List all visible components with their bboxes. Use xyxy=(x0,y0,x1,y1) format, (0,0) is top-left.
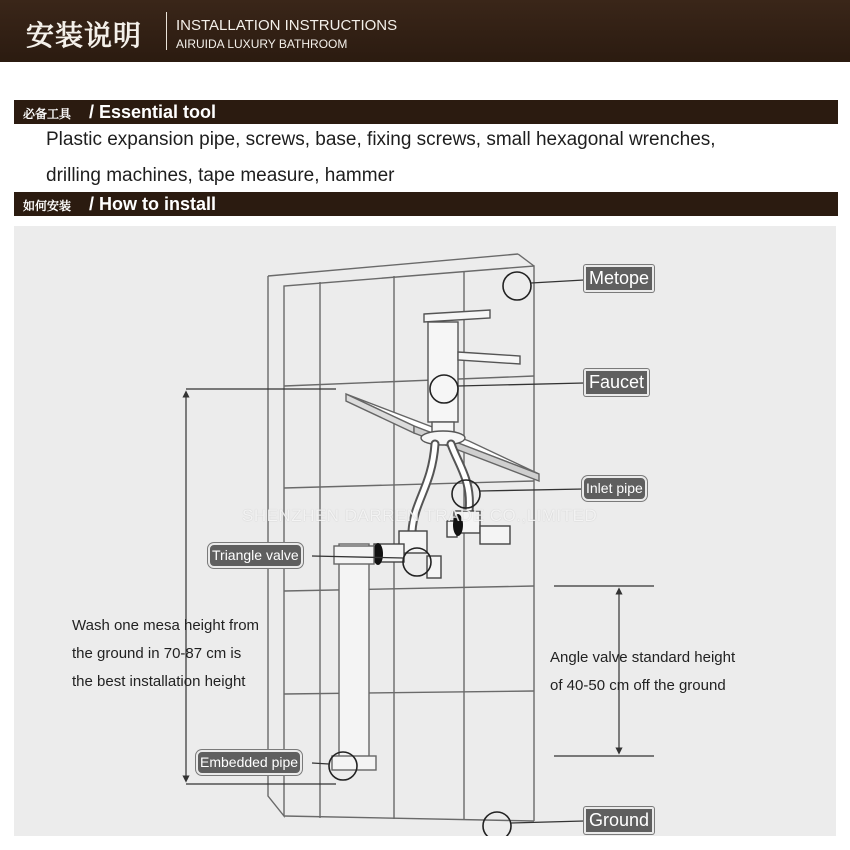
banner-divider xyxy=(166,12,167,50)
callout-metope: Metope xyxy=(584,265,654,292)
installation-diagram xyxy=(14,226,836,836)
section-header-essential-tool xyxy=(14,100,838,124)
embedded-pipe xyxy=(332,544,376,770)
note-angle-valve-height: Angle valve standard height of 40-50 cm off the ground xyxy=(550,649,736,694)
section-label-en: / Essential tool xyxy=(89,102,217,122)
section-label-en: / How to install xyxy=(89,194,217,214)
callout-embedded-pipe: Embedded pipe xyxy=(196,750,302,775)
header-banner xyxy=(0,0,850,62)
callout-faucet: Faucet xyxy=(584,369,649,396)
tools-list-line-1: Plastic expansion pipe, screws, base, fixing screws, small hexagonal wrenches, xyxy=(46,129,716,150)
watermark: SHENZHEN DARREN TRADE CO.,LIMITED xyxy=(242,506,598,525)
section-label-cn: 如何安装 xyxy=(23,199,72,213)
section-label-cn: 必备工具 xyxy=(23,107,72,121)
faucet-installation-illustration xyxy=(14,226,836,836)
tools-list-line-2: drilling machines, tape measure, hammer xyxy=(46,165,395,186)
banner-title-en: INSTALLATION INSTRUCTIONS xyxy=(176,17,398,34)
banner-subtitle: AIRUIDA LUXURY BATHROOM xyxy=(176,37,348,51)
banner-title-cn: 安装说明 xyxy=(26,19,143,52)
section-header-how-to-install xyxy=(14,192,838,216)
callout-inlet-pipe: Inlet pipe xyxy=(582,476,647,501)
callout-ground: Ground xyxy=(584,807,654,834)
callout-triangle-valve: Triangle valve xyxy=(208,543,303,568)
height-dimension-left xyxy=(186,389,336,784)
note-mesa-height: Wash one mesa height from the ground in 70-87 cm is the best installation height xyxy=(72,617,260,690)
